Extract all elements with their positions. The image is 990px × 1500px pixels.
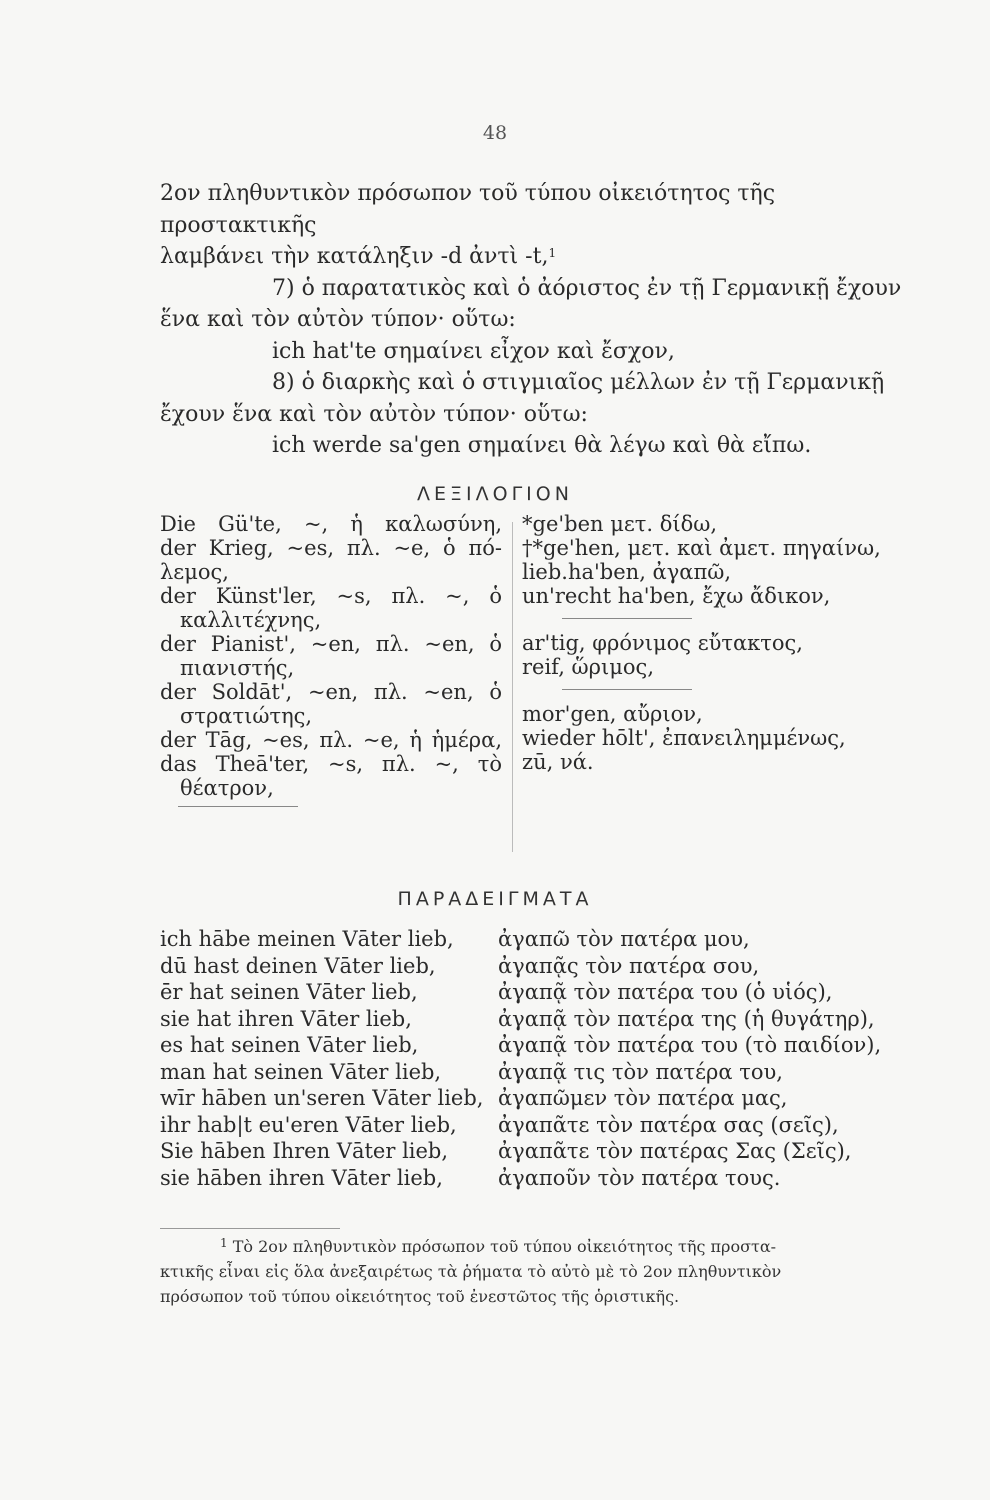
lexicon-entry: der Künst'ler, ~s, πλ. ~, ὁ καλλιτέχνης, — [160, 584, 502, 632]
lexicon-end-rule — [178, 806, 298, 807]
example-german: wīr hāben un'seren Vāter lieb, — [160, 1086, 484, 1110]
lexicon-entry: mor'gen, αὔριον, — [522, 702, 703, 726]
example-row — [160, 1112, 920, 1139]
intro-line: 8) ὁ διαρκὴς καὶ ὁ στιγμιαῖος μέλλων ἐν τῇ Γερμανικῇ — [272, 370, 885, 395]
lexicon-entry: zū, νά. — [522, 750, 594, 774]
intro-line: λαμβάνει τὴν κατάληξιν -d ἀντὶ -t,$^1$ — [160, 244, 557, 269]
example-row — [160, 1085, 920, 1112]
footnote-line: $^1$ Τὸ 2ον πληθυντικὸν πρόσωπον τοῦ τύπου οἰκειότητος τῆς προστα- — [220, 1236, 777, 1256]
example-greek: ἀγαπᾷ τὸν πατέρα του (τὸ παιδίον), — [498, 1033, 882, 1057]
lexicon-entry: un'recht ha'ben, ἔχω ἄδικον, — [522, 584, 831, 608]
example-greek: ἀγαπᾷ τὸν πατέρα του (ὁ υἱός), — [498, 980, 833, 1004]
example-greek: ἀγαπᾷ τις τὸν πατέρα του, — [498, 1059, 783, 1084]
example-german: ich hābe meinen Vāter lieb, — [160, 927, 454, 951]
example-german: ēr hat seinen Vāter lieb, — [160, 980, 418, 1004]
footnote-mark: 1 — [548, 246, 557, 260]
example-greek: ἀγαπᾷ τὸν πατέρα της (ἡ θυγάτηρ), — [498, 1006, 875, 1031]
lexicon-entry: das Theā'ter, ~s, πλ. ~, τὸ θέατρον, — [160, 752, 502, 800]
example-row — [160, 1138, 920, 1165]
lexicon-left-column — [160, 512, 502, 807]
example-german: ihr hab|t eu'eren Vāter lieb, — [160, 1112, 457, 1137]
group-separator — [562, 689, 692, 690]
example-german: es hat seinen Vāter lieb, — [160, 1033, 419, 1057]
intro-text — [160, 178, 905, 462]
lexicon-entry: Die Gü'te, ~, ἡ καλωσύνη, — [160, 512, 502, 536]
example-row — [160, 1059, 920, 1086]
footnote-rule — [160, 1228, 340, 1229]
lexicon-entry: lieb.ha'ben, ἀγαπῶ, — [522, 560, 732, 584]
lexicon — [160, 512, 920, 882]
example-german: Sie hāben Ihren Vāter lieb, — [160, 1139, 449, 1163]
example-row — [160, 979, 920, 1006]
examples-table — [160, 926, 920, 1191]
lexicon-entry: der Soldāt', ~en, πλ. ~en, ὁ στρατιώτης, — [160, 680, 502, 728]
intro-line: 2ον πληθυντικὸν πρόσωπον τοῦ τύπου οἰκειότητος τῆς προστακτικῆς — [160, 181, 776, 238]
lexicon-entry: der Krieg, ~es, πλ. ~e, ὁ πό- λεμος, — [160, 536, 502, 584]
footnote-line: πρόσωπον τοῦ τύπου οἰκειότητος τοῦ ἐνεστῶτος τῆς ὁριστικῆς. — [160, 1287, 680, 1306]
example-german: sie hāben ihren Vāter lieb, — [160, 1165, 443, 1190]
intro-line: ich werde sa'gen σημαίνει θὰ λέγω καὶ θὰ εἴπω. — [272, 433, 812, 458]
intro-line: ἕνα καὶ τὸν αὐτὸν τύπον· οὕτω: — [160, 307, 516, 332]
lexicon-entry: reif, ὥριμος, — [522, 655, 654, 679]
example-german: sie hat ihren Vāter lieb, — [160, 1006, 412, 1031]
example-greek: ἀγαπῶ τὸν πατέρα μου, — [498, 927, 750, 951]
lexicon-entry: wieder hōlt', ἐπανειλημμένως, — [522, 726, 846, 750]
footnote — [160, 1234, 900, 1309]
example-row — [160, 1006, 920, 1033]
example-row — [160, 926, 920, 953]
footnote-mark: 1 — [220, 1236, 228, 1250]
page-number: 48 — [482, 122, 508, 144]
examples-heading: ΠΑΡΑΔΕΙΓΜΑΤΑ — [397, 888, 593, 910]
lexicon-entry: ar'tig, φρόνιμος εὔτακτος, — [522, 631, 803, 655]
example-german: dū hast deinen Vāter lieb, — [160, 953, 436, 978]
lexicon-entry: der Pianist', ~en, πλ. ~en, ὁ πιανιστής, — [160, 632, 502, 680]
example-row — [160, 953, 920, 980]
example-german: man hat seinen Vāter lieb, — [160, 1059, 442, 1084]
lexicon-entry: der Tāg, ~es, πλ. ~e, ἡ ἡμέρα, — [160, 728, 502, 752]
footnote-line: κτικῆς εἶναι εἰς ὅλα ἀνεξαιρέτως τὰ ῥήματα τὸ αὐτὸ μὲ τὸ 2ον πληθυντικὸν — [160, 1262, 782, 1281]
lexicon-entry: *ge'ben μετ. δίδω, — [522, 512, 718, 536]
intro-line: ich hat'te σημαίνει εἶχον καὶ ἔσχον, — [272, 338, 675, 364]
lexicon-entry: †*ge'hen, μετ. καὶ ἀμετ. πηγαίνω, — [522, 536, 881, 560]
example-greek: ἀγαπῶμεν τὸν πατέρα μας, — [498, 1086, 788, 1110]
group-separator — [562, 618, 692, 619]
example-greek: ἀγαπᾶτε τὸν πατέρας Σας (Σεῖς), — [498, 1139, 852, 1163]
example-greek: ἀγαποῦν τὸν πατέρα τους. — [498, 1165, 781, 1190]
column-divider — [512, 522, 513, 852]
intro-line: ἔχουν ἕνα καὶ τὸν αὐτὸν τύπον· οὕτω: — [160, 401, 588, 427]
intro-line: 7) ὁ παρατατικὸς καὶ ὁ ἀόριστος ἐν τῇ Γερμανικῇ ἔχουν — [272, 275, 902, 301]
example-row — [160, 1165, 920, 1192]
example-row — [160, 1032, 920, 1059]
example-greek: ἀγαπᾶτε τὸν πατέρα σας (σεῖς), — [498, 1112, 839, 1137]
example-greek: ἀγαπᾷς τὸν πατέρα σου, — [498, 953, 760, 978]
lexicon-right-column — [522, 512, 922, 774]
lexicon-heading: ΛΕΞΙΛΟΓΙΟΝ — [417, 483, 573, 505]
